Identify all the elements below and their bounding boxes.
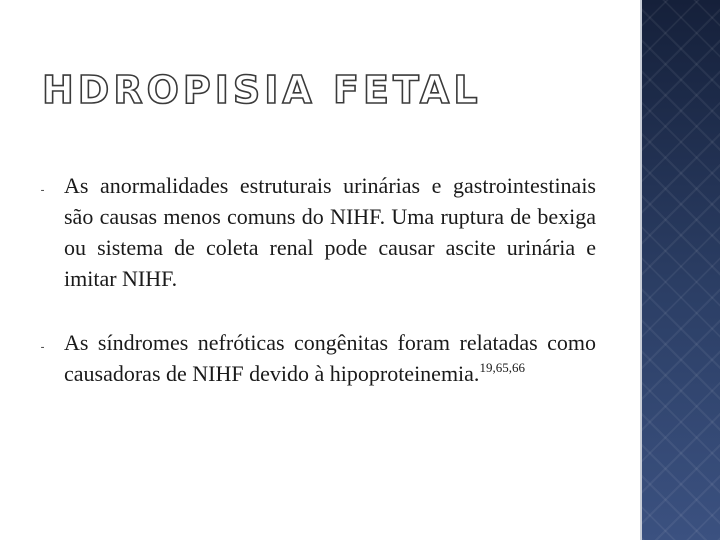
bullet-marker-icon: ⁃ bbox=[40, 343, 45, 354]
bullet-marker-icon: ⁃ bbox=[40, 186, 45, 197]
bullet-list bbox=[40, 170, 596, 422]
citation-superscript: 19,65,66 bbox=[479, 360, 525, 375]
slide-title: HDROPISIA FETAL bbox=[42, 68, 482, 112]
bullet-item bbox=[40, 327, 596, 389]
decorative-side-panel bbox=[642, 0, 720, 540]
bullet-item bbox=[40, 170, 596, 294]
bullet-body: As síndromes nefróticas congênitas foram relatadas como causadoras de NIHF devido à hipoproteinemia. bbox=[64, 330, 596, 386]
bullet-body: As anormalidades estruturais urinárias e gastrointestinais são causas menos comuns do NIHF. Uma ruptura de bexiga ou sistema de coleta renal pode causar ascite urinária e imitar NIHF. bbox=[64, 173, 596, 291]
bullet-text bbox=[64, 327, 596, 389]
bullet-text bbox=[64, 170, 596, 294]
